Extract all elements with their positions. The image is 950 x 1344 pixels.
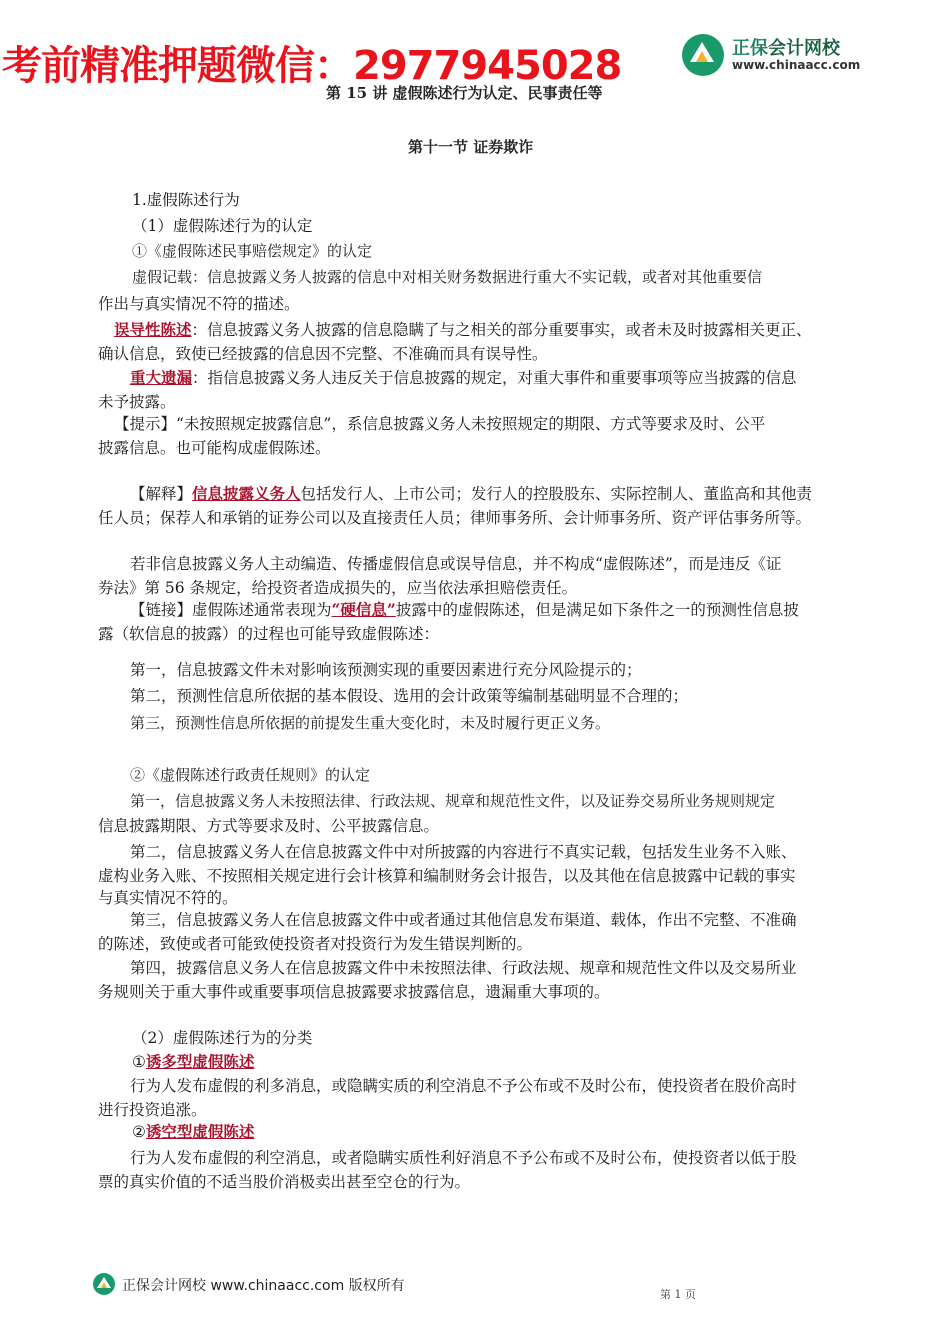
p-if-1: 若非信息披露义务人主动编造、传播虚假信息或误导信息，并不构成“虚假陈述”，而是违反《证 [130,555,782,573]
p-s2-2: 虚构业务入账、不按照相关规定进行会计核算和编制财务会计报告，以及其他在信息披露中记载的事实 [98,867,796,885]
chinaacc-logo [678,30,878,80]
page-footer [92,1266,932,1306]
type-2-num: ② [132,1123,146,1141]
term-lure-short: 诱空型虚假陈述 [145,1122,255,1141]
section-heading-strip [0,138,950,156]
p-s2-3: 与真实情况不符的。 [98,889,238,907]
logo-url: www.chinaacc.com [732,58,861,72]
p-misleading [114,320,812,340]
p-link [130,600,799,620]
p-s3-1: 第三，信息披露义务人在信息披露文件中或者通过其他信息发布渠道、载体，作出不完整、不准确 [130,911,797,929]
p-tip-2: 披露信息。也可能构成虚假陈述。 [98,439,331,457]
false-record-strip [0,266,950,286]
p-type-2 [132,1122,254,1142]
p-second: 第二，预测性信息所依据的基本假设、选用的会计政策等编制基础明显不合理的； [130,687,689,705]
p-link-2: 露（软信息的披露）的过程也可能导致虚假陈述： [98,625,440,643]
term-omission: 重大遗漏 [130,368,193,387]
term-hard-info: “硬信息” [331,600,396,619]
p-type-2-desc-1: 行为人发布虚假的利空消息，或者隐瞒实质性利好消息不予公布或不及时公布，使投资者以低于股 [130,1149,797,1167]
omission-text: ：指信息披露义务人违反关于信息披露的规定，对重大事件和重要事项等应当披露的信息 [192,369,797,387]
p-s4-1: 第四，披露信息义务人在信息披露文件中未按照法律、行政法规、规章和规范性文件以及交易所业 [130,959,797,977]
p-misleading-2: 确认信息，致使已经披露的信息因不完整、不准确而具有误导性。 [98,345,548,363]
rule-first-strip [0,790,950,810]
logo-brand [732,34,840,60]
term-lure-long: 诱多型虚假陈述 [145,1052,255,1071]
logo-mark-icon [680,32,726,78]
p-desc: 作出与真实情况不符的描述。 [98,295,300,313]
p-classification: （2）虚假陈述行为的分类 [132,1029,313,1047]
p-type-1-desc-2: 进行投资追涨。 [98,1101,207,1119]
item-1-1a: ①《虚假陈述民事赔偿规定》的认定 [132,242,373,260]
term-misleading: 误导性陈述 [114,320,192,339]
lecture-heading: 第 15 讲 虚假陈述行为认定、民事责任等 [326,84,603,102]
false-record-line: 虚假记载：信息披露义务人披露的信息中对相关财务数据进行重大不实记载，或者对其他重要信 [132,268,763,286]
rule-heading: ②《虚假陈述行政责任规则》的认定 [130,766,371,784]
misleading-text: ：信息披露义务人披露的信息隐瞒了与之相关的部分重要事实，或者未及时披露相关更正、 [191,321,812,339]
p-type-2-desc-2: 票的真实价值的不适当股价消极卖出甚至空仓的行为。 [98,1173,471,1191]
item-1-1a-strip [0,240,950,260]
page-number: 第 1 页 [660,1288,696,1301]
p-s3-2: 的陈述，致使或者可能致使投资者对投资行为发生错误判断的。 [98,935,533,953]
p-s2-1: 第二，信息披露义务人在信息披露文件中对所披露的内容进行不真实记载，包括发生业务不入账、 [130,843,797,861]
explain-lead: 【解释】 [130,485,193,503]
p-tip-1: 【提示】“未按照规定披露信息”，系信息披露义务人未按照规定的期限、方式等要求及时、公平 [114,415,766,433]
item-1-1: （1）虚假陈述行为的认定 [132,217,313,235]
lecture-heading-strip [0,84,950,102]
p-third: 第三，预测性信息所依据的前提发生重大变化时，未及时履行更正义务。 [130,714,611,732]
p-s4-2: 务规则关于重大事件或重要事项信息披露要求披露信息，遗漏重大事项的。 [98,983,610,1001]
p-explain-2: 任人员；保荐人和承销的证券公司以及直接责任人员；律师事务所、会计师事务所、资产评估事务所等。 [98,509,812,527]
term-disclosure-obligor: 信息披露义务人 [192,484,301,503]
p-omission [130,368,797,388]
logo-brand-b: 会计网校 [768,38,840,59]
p-first: 第一，信息披露文件未对影响该预测实现的重要因素进行充分风险提示的； [130,661,642,679]
explain-text: 包括发行人、上市公司；发行人的控股股东、实际控制人、董监高和其他责 [300,485,813,503]
logo-brand-a: 正保 [732,38,768,59]
link-text: 披露中的虚假陈述，但是满足如下条件之一的预测性信息披 [395,601,799,619]
footer-copyright: 正保会计网校 www.chinaacc.com 版权所有 [122,1278,405,1294]
item-1: 1.虚假陈述行为 [132,191,240,209]
promo-banner: 考前精准押题微信：2977945028 [2,43,622,89]
p-third-strip [0,712,950,732]
link-lead: 【链接】虚假陈述通常表现为 [130,601,332,619]
p-rule-1: 信息披露期限、方式等要求及时、公平披露信息。 [98,817,440,835]
p-type-1-desc-1: 行为人发布虚假的利多消息，或隐瞒实质的利空消息不予公布或不及时公布，使投资者在股价高时 [130,1077,797,1095]
p-if-2: 券法》第 56 条规定，给投资者造成损失的，应当依法承担赔偿责任。 [98,579,578,597]
rule-first: 第一，信息披露义务人未按照法律、行政法规、规章和规范性文件，以及证券交易所业务规则规定 [130,792,776,810]
rule-heading-strip [0,764,950,784]
p-omission-2: 未予披露。 [98,393,176,411]
section-heading: 第十一节 证券欺诈 [408,138,534,156]
p-type-1 [132,1052,254,1072]
footer-logo-icon [92,1272,116,1296]
p-explain [130,484,812,504]
type-1-num: ① [132,1053,146,1071]
